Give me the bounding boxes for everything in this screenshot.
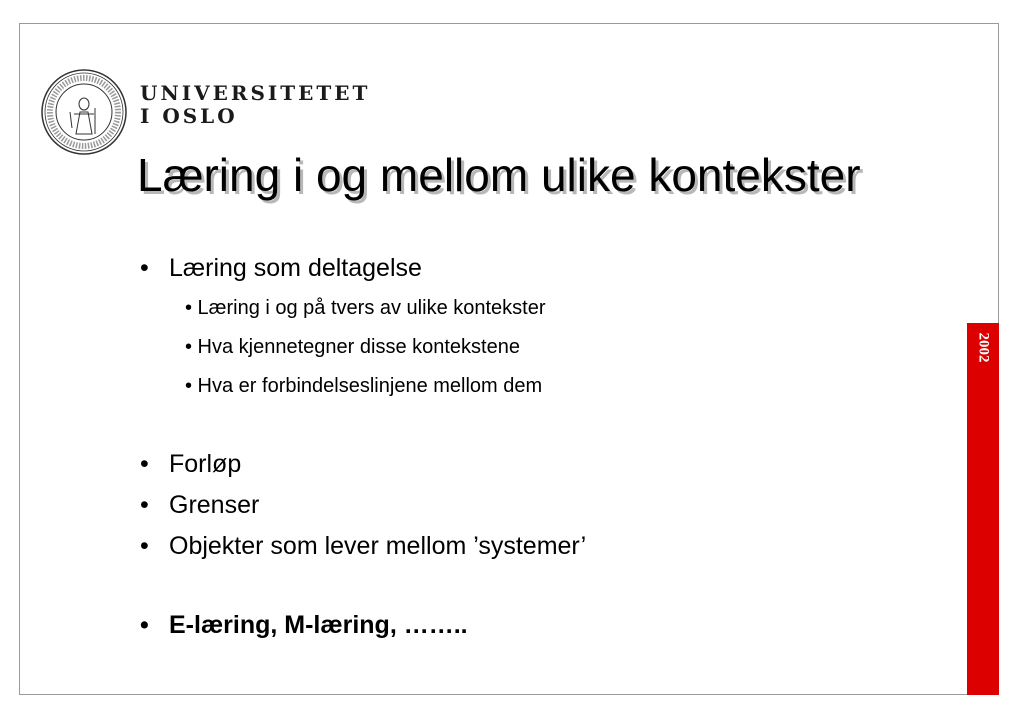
university-name-line2: I OSLO xyxy=(140,104,238,128)
bullet-text: E-læring, M-læring, …….. xyxy=(169,611,468,639)
university-seal-icon xyxy=(40,68,128,156)
bullet-marker: • xyxy=(140,254,149,282)
bullet-text: Læring som deltagelse xyxy=(169,254,422,282)
slide-title: Læring i og mellom ulike kontekster xyxy=(137,149,861,201)
university-name-line1: UNIVERSITETET xyxy=(140,81,371,105)
bullet-item xyxy=(140,485,940,526)
bullet-item xyxy=(140,248,940,289)
bullet-marker: • xyxy=(140,491,149,519)
bullet-list xyxy=(140,248,940,646)
sub-bullet-item: • Hva er forbindelseslinjene mellom dem xyxy=(185,375,543,397)
bullet-text: Grenser xyxy=(169,491,260,519)
bullet-item xyxy=(140,605,940,646)
red-side-bar xyxy=(967,323,999,695)
bullet-item xyxy=(140,526,940,567)
university-name xyxy=(140,82,370,128)
bullet-marker: • xyxy=(140,611,149,639)
bullet-text: Forløp xyxy=(169,450,242,478)
bullet-item xyxy=(140,444,940,485)
bullet-marker: • xyxy=(140,532,149,560)
bullet-marker: • xyxy=(140,450,149,478)
year-text: 2002 xyxy=(975,332,992,362)
year-label xyxy=(967,327,999,367)
sub-bullet-item: • Hva kjennetegner disse kontekstene xyxy=(185,336,520,358)
bullet-text: Objekter som lever mellom ’systemer’ xyxy=(169,532,587,560)
sub-bullet-item: • Læring i og på tvers av ulike kontekster xyxy=(185,297,546,319)
